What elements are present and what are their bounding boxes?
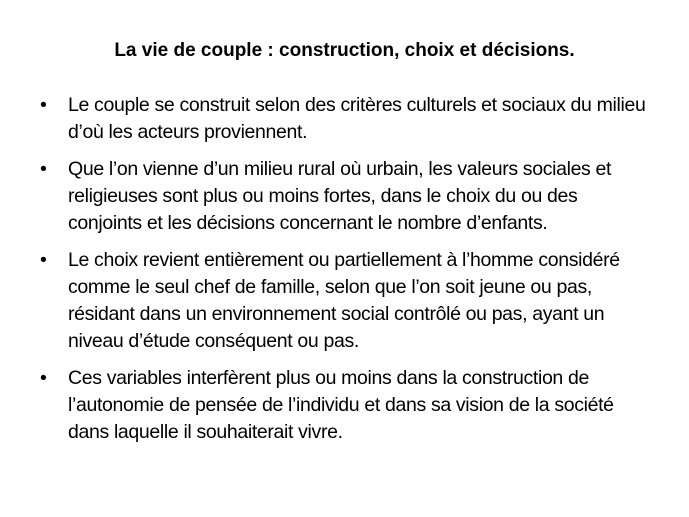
bullet-item [34, 156, 649, 237]
bullet-text: Que l’on vienne d’un milieu rural où urbain, les valeurs sociales et religieuses sont plus ou moins fortes, dans le choix du ou des conjoints et les décisions concernant le nombre d’enfants. [68, 158, 612, 234]
bullet-icon: • [40, 158, 47, 180]
bullet-icon: • [40, 249, 47, 271]
bullet-text: Le couple se construit selon des critères culturels et sociaux du milieu d’où les acteurs proviennent. [68, 94, 646, 143]
bullet-icon: • [40, 367, 47, 389]
bullet-icon: • [40, 94, 47, 116]
slide-title: La vie de couple : construction, choix et décisions. [114, 40, 575, 61]
bullet-text: Ces variables interfèrent plus ou moins dans la construction de l’autonomie de pensée de l’individu et dans sa vision de la société dans laquelle il souhaiterait vivre. [68, 367, 614, 443]
bullet-item [34, 247, 649, 355]
bullet-text: Le choix revient entièrement ou partiellement à l’homme considéré comme le seul chef de famille, selon que l’on soit jeune ou pas, résidant dans un environnement social contrôlé ou pas, ayant un niveau d’étude conséquent ou pas. [68, 249, 620, 352]
bullet-list [34, 92, 649, 456]
bullet-item [34, 365, 649, 446]
bullet-item [34, 92, 649, 146]
